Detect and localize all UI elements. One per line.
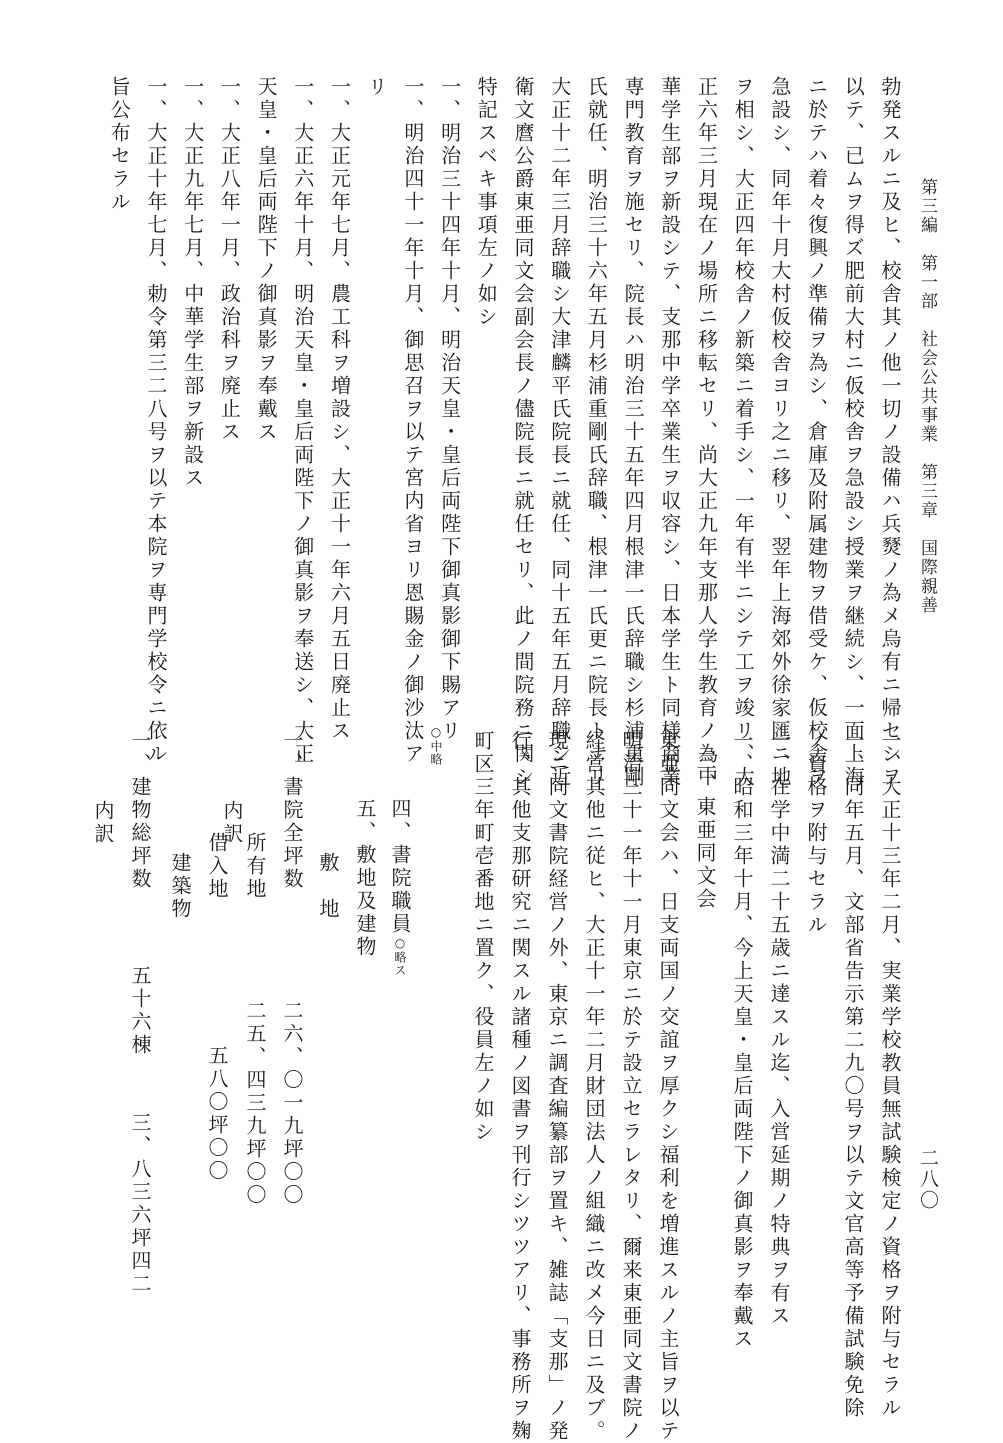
text-column: 勃発スルニ及ヒ、校舎其ノ他一切ノ設備ハ兵燹ノ為メ烏有ニ帰セシヲ (878, 76, 902, 789)
text-column: 一、大正十年七月、勅令第三二八号ヲ以テ本院ヲ専門学校令ニ依ル (144, 76, 168, 766)
text-column: 天皇・皇后両陛下ノ御真影ヲ奉戴ス (254, 76, 279, 444)
text-column: 一、大正八年一月、政治科ヲ廃止ス (217, 76, 242, 444)
buildings-area: 三、八三六坪四二 (128, 1112, 152, 1296)
text-column: 氏就任、明治三十六年五月杉浦重剛氏辞職、根津一氏更ニ院長トナリ (584, 76, 609, 789)
text-column: 一、昭和三年十月、今上天皇・皇后両陛下ノ御真影ヲ奉戴ス (730, 730, 754, 1351)
text-column: 旨公布セラル (107, 76, 132, 214)
land-total-value: 二六、〇一九坪〇〇 (280, 1000, 304, 1207)
text-column: ノ資格ヲ附与セラル (804, 730, 828, 937)
land-heading: 敷 地 (316, 852, 340, 921)
text-column: 明治三十一年十一月東京ニ於テ設立セラレタリ、爾来東亜同文書院ノ (619, 730, 643, 1443)
text-column: 三、東亜同文会 (693, 750, 717, 911)
land-breakdown-label: 内訳 (220, 800, 244, 846)
text-column: 華学生部ヲ新設シテ、支那中学卒業生ヲ収容シ、日本学生ト同様商業 (657, 76, 682, 789)
section-staff-note: ○略ス (393, 936, 407, 977)
text-column: 一、同年五月、文部省告示第二九〇号ヲ以テ文官高等予備試験免除 (841, 730, 865, 1420)
text-column: 一、明治三十四年十月、明治天皇・皇后両陛下御真影御下賜アリ (437, 76, 462, 743)
running-header: 第三編 第一部 社会公共事業 第三章 国際親善 (917, 178, 937, 615)
section-land-buildings-heading: 五、敷地及建物 (353, 798, 377, 959)
text-column: 現ニ同文書院経営ノ外、東京ニ調査編纂部ヲ置キ、雑誌「支那」ノ発 (545, 730, 569, 1443)
text-column: 東亜同文会ハ、日支両国ノ交誼ヲ厚クシ福利を増進スルノ主旨ヲ以テ (656, 730, 680, 1443)
land-total-label: 一、書院全坪数 (280, 730, 304, 891)
land-owned-label: 所有地 (243, 832, 267, 901)
text-column: 一、大正六年十月、明治天皇・皇后両陛下ノ御真影ヲ奉送シ、大正 (290, 76, 315, 766)
text-column: ニ於テハ着々復興ノ準備ヲ為シ、倉庫及附属建物ヲ借受ケ、仮校舎ヲ (804, 76, 829, 789)
text-column: 一、大正十三年二月、実業学校教員無試験検定ノ資格ヲ附与セラル (878, 730, 902, 1420)
section-staff-heading (390, 798, 410, 977)
buildings-breakdown-label: 内訳 (91, 800, 115, 846)
buildings-count: 五十六棟 (128, 965, 152, 1057)
text-column: 以テ、已ムヲ得ズ肥前大村ニ仮校舎ヲ急設シ授業ヲ継続シ、一面上海 (841, 76, 866, 789)
text-column: 経営其他ニ従ヒ、大正十一年二月財団法人ノ組織ニ改メ今日ニ及ブ。 (582, 730, 606, 1443)
text-column: リ (364, 76, 389, 99)
land-leased-value: 五八〇坪〇〇 (205, 1045, 229, 1183)
text-column: 一、大正元年七月、農工科ヲ増設シ、大正十一年六月五日廃止ス (327, 76, 352, 743)
buildings-heading: 建築物 (168, 852, 192, 921)
page-number: 二八〇 (917, 1148, 939, 1211)
omission-note: ○中略 (429, 725, 443, 766)
land-leased-label: 借入地 (205, 832, 229, 901)
text-column: 町区三年町壱番地ニ置ク、役員左ノ如シ (471, 730, 495, 1144)
text-column: ヲ相シ、大正四年校舎ノ新築ニ着手シ、一年有半ニシテ工ヲ竣リ、大 (731, 76, 756, 789)
text-column: 一、在学中満二十五歳ニ達スル迄、入営延期ノ特典ヲ有ス (767, 730, 791, 1328)
text-column: 一、明治四十一年十月、御思召ヲ以テ宮内省ヨリ恩賜金ノ御沙汰ア (400, 76, 425, 766)
text-column: 行、其他支那研究ニ関スル諸種ノ図書ヲ刊行シツツアリ、事務所ヲ麹 (508, 730, 532, 1443)
text-column: 急設シ、同年十月大村仮校舎ヨリ之ニ移リ、翌年上海郊外徐家匯ニ地 (767, 76, 792, 789)
section-staff-label: 四、書院職員 (388, 798, 412, 936)
text-column: 専門教育ヲ施セリ、院長ハ明治三十五年四月根津一氏辞職シ杉浦重剛 (621, 76, 646, 789)
buildings-total-label: 一、建物総坪数 (128, 730, 152, 891)
text-column: 特記スベキ事項左ノ如シ (474, 76, 499, 329)
text-column: 衛文麿公爵東亜同文会副会長ノ儘院長ニ就任セリ、此ノ間院務ニ関シ (511, 76, 535, 789)
text-column: 大正十二年三月辞職シ大津麟平氏院長ニ就任、同十五年五月辞職シ近 (547, 76, 572, 789)
text-column: 一、大正九年七月、中華学生部ヲ新設ス (180, 76, 205, 490)
text-column: 正六年三月現在ノ場所ニ移転セリ、尚大正九年支那人学生教育ノ為中 (694, 76, 719, 789)
land-owned-value: 二五、四三九坪〇〇 (243, 1000, 267, 1207)
